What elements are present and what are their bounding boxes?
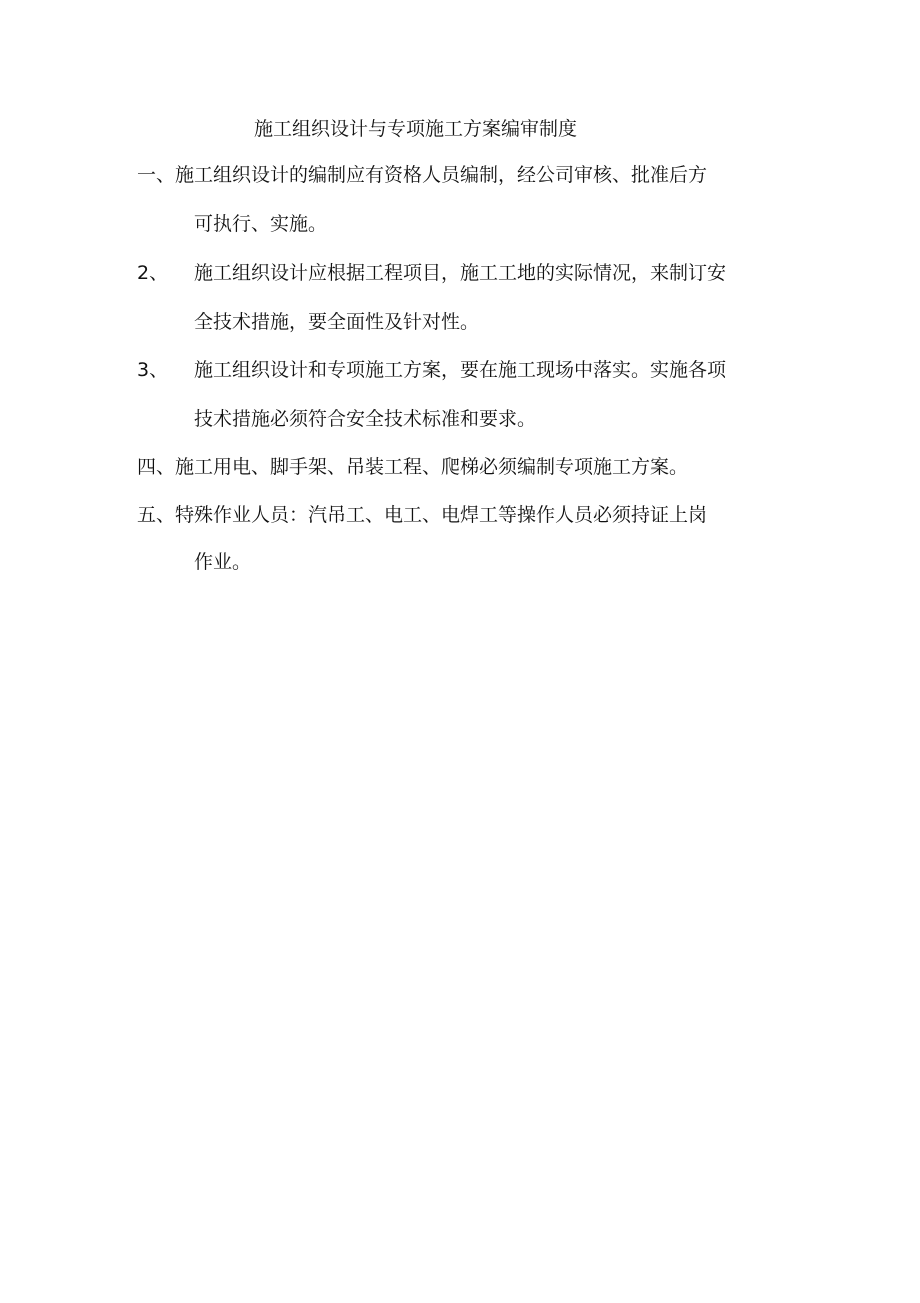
item-3-marker: 3、 [137,359,169,381]
document-title: 施工组织设计与专项施工方案编审制度 [254,118,578,140]
item-2-marker: 2、 [137,262,169,284]
item-3-line-2: 技术措施必须符合安全技术标准和要求。 [194,408,537,430]
item-2-line-2: 全技术措施，要全面性及针对性。 [194,311,480,333]
item-5-line-2: 作业。 [194,551,252,573]
item-1-line-1: 一、施工组织设计的编制应有资格人员编制，经公司审核、批准后方 [137,164,708,186]
item-5-line-1: 五、特殊作业人员：汽吊工、电工、电焊工等操作人员必须持证上岗 [137,504,708,526]
item-2-line-1: 施工组织设计应根据工程项目，施工工地的实际情况，来制订安 [194,262,727,284]
item-3-line-1: 施工组织设计和专项施工方案，要在施工现场中落实。实施各项 [194,359,727,381]
item-1-line-2: 可执行、实施。 [194,213,328,235]
item-4-line-1: 四、施工用电、脚手架、吊装工程、爬梯必须编制专项施工方案。 [137,456,689,478]
